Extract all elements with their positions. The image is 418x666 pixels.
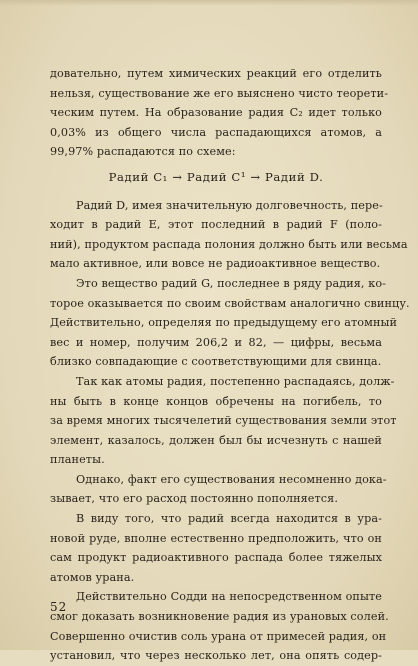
paragraph-2 <box>50 196 408 274</box>
text-line: Действительно, определяя по предыдущему его атомный <box>50 316 398 330</box>
body-text <box>50 64 410 666</box>
paragraph-3 <box>50 274 410 372</box>
text-line: сам продукт радиоактивного распада более тяжелых <box>50 551 382 565</box>
text-line: Однако, факт его существования несомненно дока- <box>76 472 387 486</box>
text-line: мало активное, или вовсе не радиоактивное вещество. <box>50 257 381 271</box>
paragraph-4 <box>50 372 397 470</box>
text-line: 0,03% из общего числа распадающихся атомов, а <box>50 125 382 139</box>
text-line: Действительно Содди на непосредственном опыте <box>76 590 382 604</box>
decay-formula: Радий C₁ → Радий C¹ → Радий D. <box>108 169 324 184</box>
paragraph-1 <box>50 64 389 162</box>
page-number: 52 <box>50 600 68 614</box>
text-line: Совершенно очистив соль урана от примесей радия, он <box>50 629 387 643</box>
paragraph-7 <box>50 587 389 665</box>
text-line: планеты. <box>50 453 105 467</box>
paragraph-6 <box>50 509 382 587</box>
text-line: ны быть в конце концов обречены на погибель, то <box>50 394 382 408</box>
text-line: 99,97% распадаются по схеме: <box>50 145 236 159</box>
paragraph-5 <box>50 470 387 509</box>
text-line: торое оказывается по своим свойствам аналогично свинцу. <box>50 296 410 310</box>
text-line: довательно, путем химических реакций его отделить <box>50 67 382 80</box>
text-line: ческим путем. На образование радия C₂ идет только <box>50 106 382 120</box>
text-line: за время многих тысячелетий существования земли этот <box>50 414 397 428</box>
text-line: новой руде, вполне естественно предположить, что он <box>50 531 382 545</box>
text-line: вес и номер, получим 206,2 и 82, — цифры, весьма <box>50 335 382 349</box>
text-line: ний), продуктом распада полония должно быть или весьма <box>50 237 408 251</box>
text-line: зывает, что его расход постоянно пополняется. <box>50 492 338 506</box>
text-line: атомов урана. <box>50 570 135 584</box>
text-line: установил, что через несколько лет, она опять содер- <box>50 649 382 663</box>
text-line: элемент, казалось, должен был бы исчезнуть с нашей <box>50 433 382 447</box>
text-line: нельзя, существование же его выяснено чисто теорети- <box>50 86 389 100</box>
text-line: Так как атомы радия, постепенно распадаясь, долж- <box>76 374 395 388</box>
text-line: Это вещество радий G, последнее в ряду радия, ко- <box>76 276 387 290</box>
page-edge <box>0 0 418 6</box>
text-line: В виду того, что радий всегда находится в ура- <box>76 512 382 526</box>
text-line: смог доказать возникновение радия из урановых солей. <box>50 610 389 624</box>
text-line: близко совпадающие с соответствующими для свинца. <box>50 355 382 369</box>
text-line: ходит в радий E, этот последний в радий F (поло- <box>50 218 382 232</box>
text-line: Радий D, имея значительную долговечность, пере- <box>76 198 383 212</box>
